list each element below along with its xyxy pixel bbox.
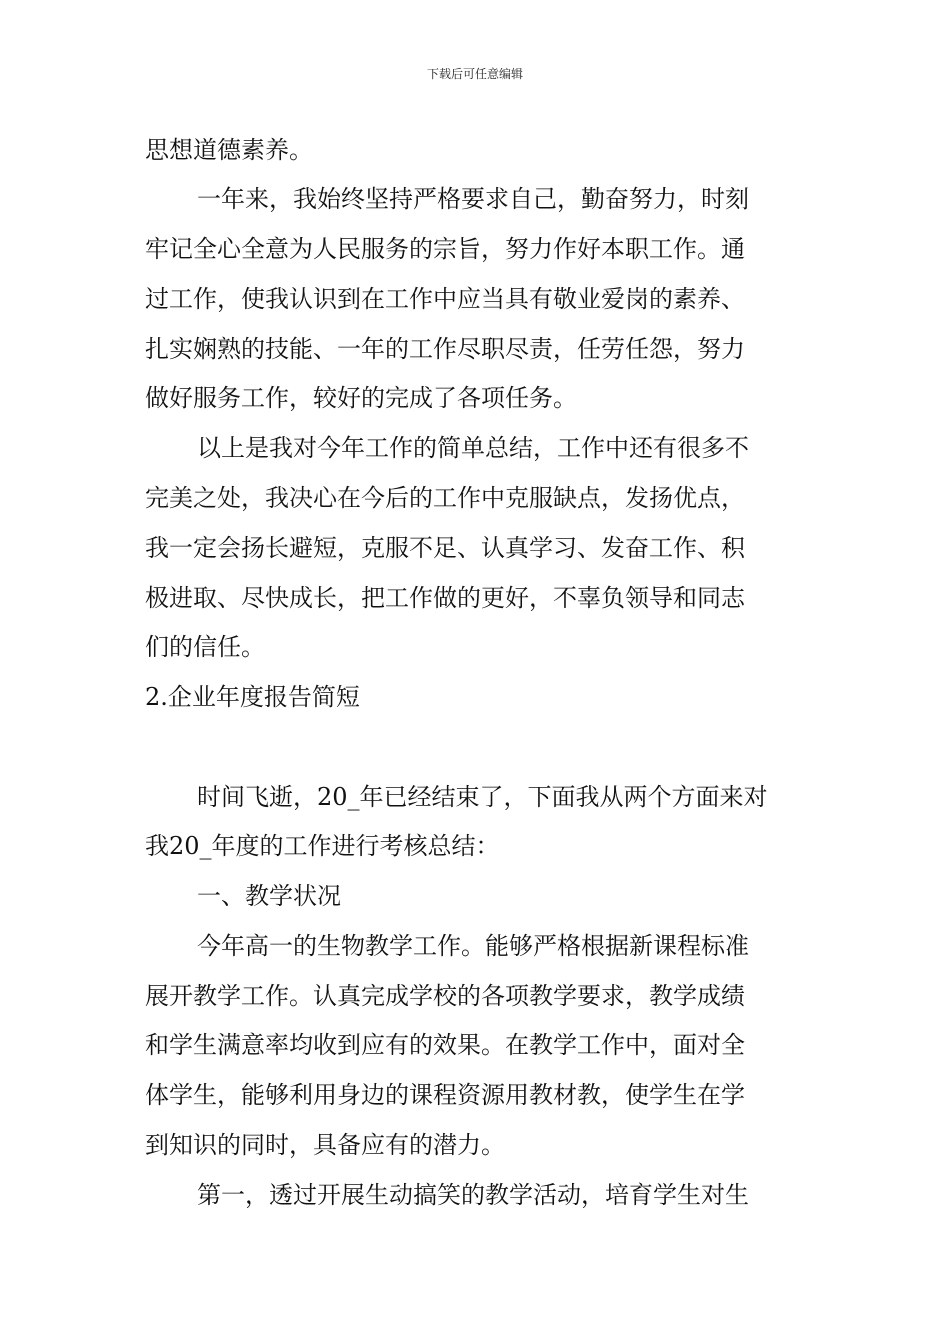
body-line: 第一，透过开展生动搞笑的教学活动，培育学生对生 [197, 1181, 749, 1209]
body-line: 和学生满意率均收到应有的效果。在教学工作中，面对全 [145, 1031, 745, 1059]
body-line: 到知识的同时，具备应有的潜力。 [145, 1131, 505, 1159]
body-line: 体学生，能够利用身边的课程资源用教材教，使学生在学 [145, 1081, 745, 1109]
body-line: 我一定会扬长避短，克服不足、认真学习、发奋工作、积 [145, 534, 745, 562]
body-line: 们的信任。 [145, 633, 265, 661]
subsection-heading: 一、教学状况 [197, 882, 341, 910]
body-line: 今年高一的生物教学工作。能够严格根据新课程标准 [197, 932, 749, 960]
body-line: 一年来，我始终坚持严格要求自己，勤奋努力，时刻 [197, 185, 749, 213]
body-line: 展开教学工作。认真完成学校的各项教学要求，教学成绩 [145, 982, 745, 1010]
page-header: 下载后可任意编辑 [426, 67, 523, 81]
body-line: 扎实娴熟的技能、一年的工作尽职尽责，任劳任怨，努力 [145, 335, 745, 363]
body-line: 牢记全心全意为人民服务的宗旨，努力作好本职工作。通 [145, 235, 745, 263]
body-line: 极进取、尽快成长，把工作做的更好，不辜负领导和同志 [145, 584, 745, 612]
body-line: 思想道德素养。 [145, 136, 313, 164]
section-heading: 2.企业年度报告简短 [145, 683, 360, 711]
body-line: 时间飞逝，20_年已经结束了，下面我从两个方面来对 [197, 783, 768, 811]
body-line: 做好服务工作，较好的完成了各项任务。 [145, 384, 577, 412]
body-line: 完美之处，我决心在今后的工作中克服缺点，发扬优点， [145, 484, 745, 512]
body-line: 过工作，使我认识到在工作中应当具有敬业爱岗的素养、 [145, 285, 745, 313]
body-line: 我20_年度的工作进行考核总结： [145, 832, 500, 860]
body-line: 以上是我对今年工作的简单总结，工作中还有很多不 [197, 434, 749, 462]
